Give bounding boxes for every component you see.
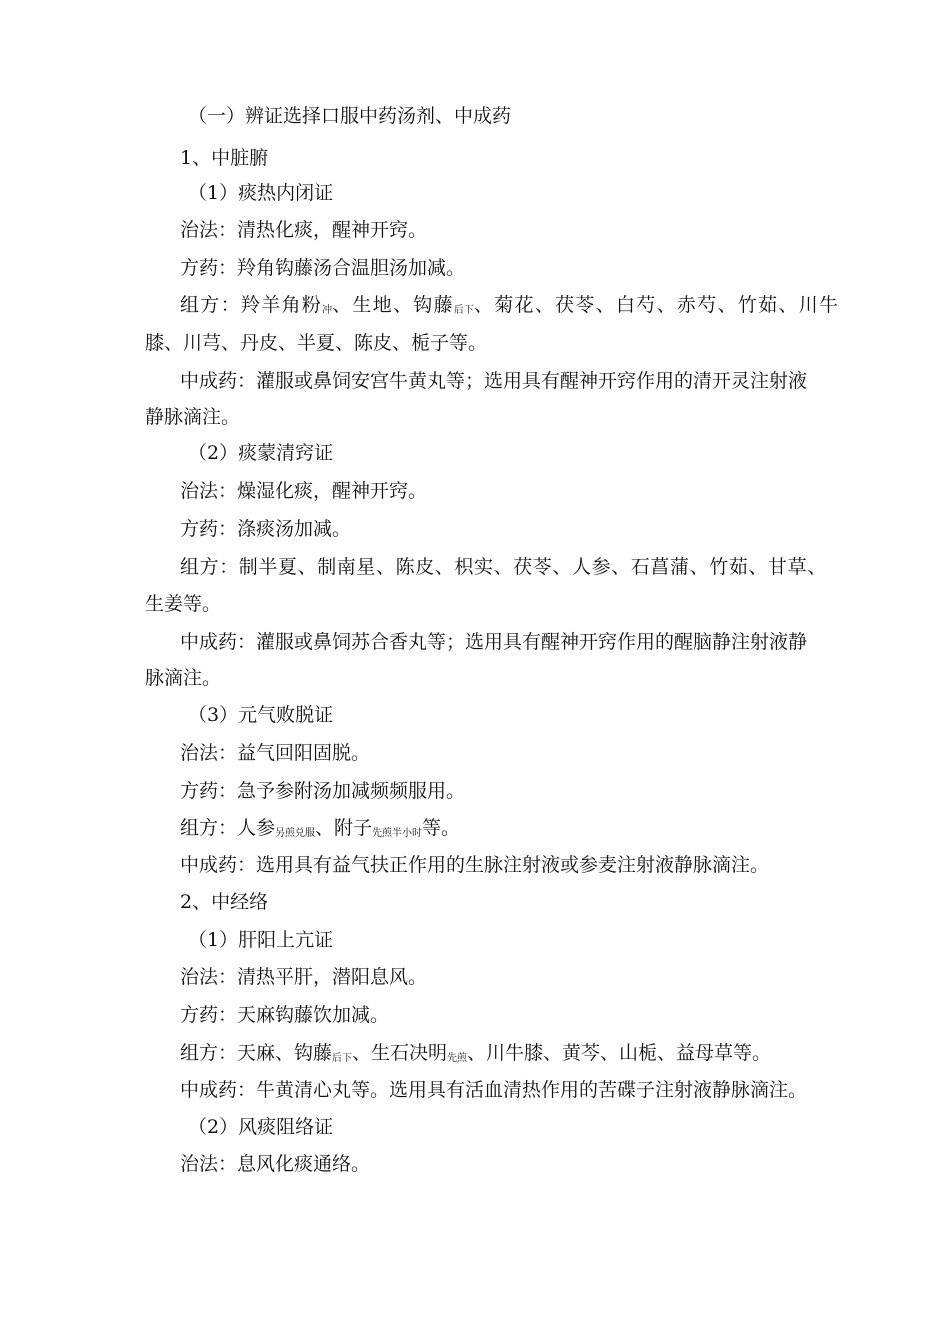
prescription: 方药：急予参附汤加减频频服用。: [180, 780, 466, 802]
patent-medicine-cont: 脉滴注。: [145, 667, 222, 689]
formula-note: 另煎兑服: [275, 828, 316, 839]
formula-text: 、生地、钩藤: [332, 294, 454, 316]
patent-medicine: 中成药：选用具有益气扶正作用的生脉注射液或参麦注射液静脉滴注。: [180, 854, 770, 876]
patent-medicine-cont: 静脉滴注。: [145, 406, 241, 428]
treatment-method: 治法：燥湿化痰，醒神开窍。: [180, 480, 428, 502]
formula-text: 、菊花、茯苓、白芍、赤芍、竹茹、川牛: [473, 294, 840, 316]
subsection-heading: 2、中经络: [180, 891, 269, 913]
formula-text: 组方：天麻、钩藤: [180, 1042, 333, 1064]
formula-note: 先煎半小时: [372, 828, 423, 839]
patent-medicine: 中成药：牛黄清心丸等。选用具有活血清热作用的苦碟子注射液静脉滴注。: [180, 1079, 808, 1101]
syndrome-heading: （1）肝阳上亢证: [188, 929, 334, 951]
formula-line: [180, 1041, 771, 1071]
syndrome-heading: （2）痰蒙清窍证: [188, 442, 334, 464]
formula-line: 组方：制半夏、制南星、陈皮、枳实、茯苓、人参、石菖蒲、竹茹、甘草、: [180, 556, 827, 578]
syndrome-heading: （3）元气败脱证: [188, 704, 334, 726]
formula-text: 组方：人参: [180, 817, 276, 839]
treatment-method: 治法：清热平肝，潜阳息风。: [180, 966, 428, 988]
formula-note: 冲: [322, 305, 333, 316]
formula-text: 等。: [422, 817, 461, 839]
formula-text: 组方：羚羊角粉: [180, 294, 323, 316]
formula-line: [180, 293, 839, 323]
prescription: 方药：天麻钩藤饮加减。: [180, 1004, 390, 1026]
formula-note: 后下: [453, 305, 474, 316]
formula-note: 后下: [332, 1053, 353, 1064]
formula-line: [180, 816, 460, 846]
formula-text: 、附子: [315, 817, 373, 839]
formula-line-cont: 膝、川芎、丹皮、半夏、陈皮、栀子等。: [145, 332, 488, 354]
formula-text: 、川牛膝、黄芩、山栀、益母草等。: [467, 1042, 772, 1064]
syndrome-heading: （2）风痰阻络证: [188, 1116, 334, 1138]
section-heading: （一）辨证选择口服中药汤剂、中成药: [188, 105, 512, 127]
treatment-method: 治法：清热化痰，醒神开窍。: [180, 219, 428, 241]
treatment-method: 治法：益气回阳固脱。: [180, 742, 371, 764]
patent-medicine: 中成药：灌服或鼻饲苏合香丸等；选用具有醒神开窍作用的醒脑静注射液静: [180, 631, 808, 653]
prescription: 方药：涤痰汤加减。: [180, 518, 352, 540]
formula-note: 先煎: [447, 1053, 468, 1064]
treatment-method: 治法：息风化痰通络。: [180, 1153, 371, 1175]
formula-line-cont: 生姜等。: [145, 593, 222, 615]
patent-medicine: 中成药：灌服或鼻饲安宫牛黄丸等；选用具有醒神开窍作用的清开灵注射液: [180, 370, 808, 392]
prescription: 方药：羚角钩藤汤合温胆汤加减。: [180, 257, 466, 279]
syndrome-heading: （1）痰热内闭证: [188, 182, 334, 204]
formula-text: 、生石决明: [352, 1042, 448, 1064]
subsection-heading: 1、中脏腑: [180, 147, 269, 169]
